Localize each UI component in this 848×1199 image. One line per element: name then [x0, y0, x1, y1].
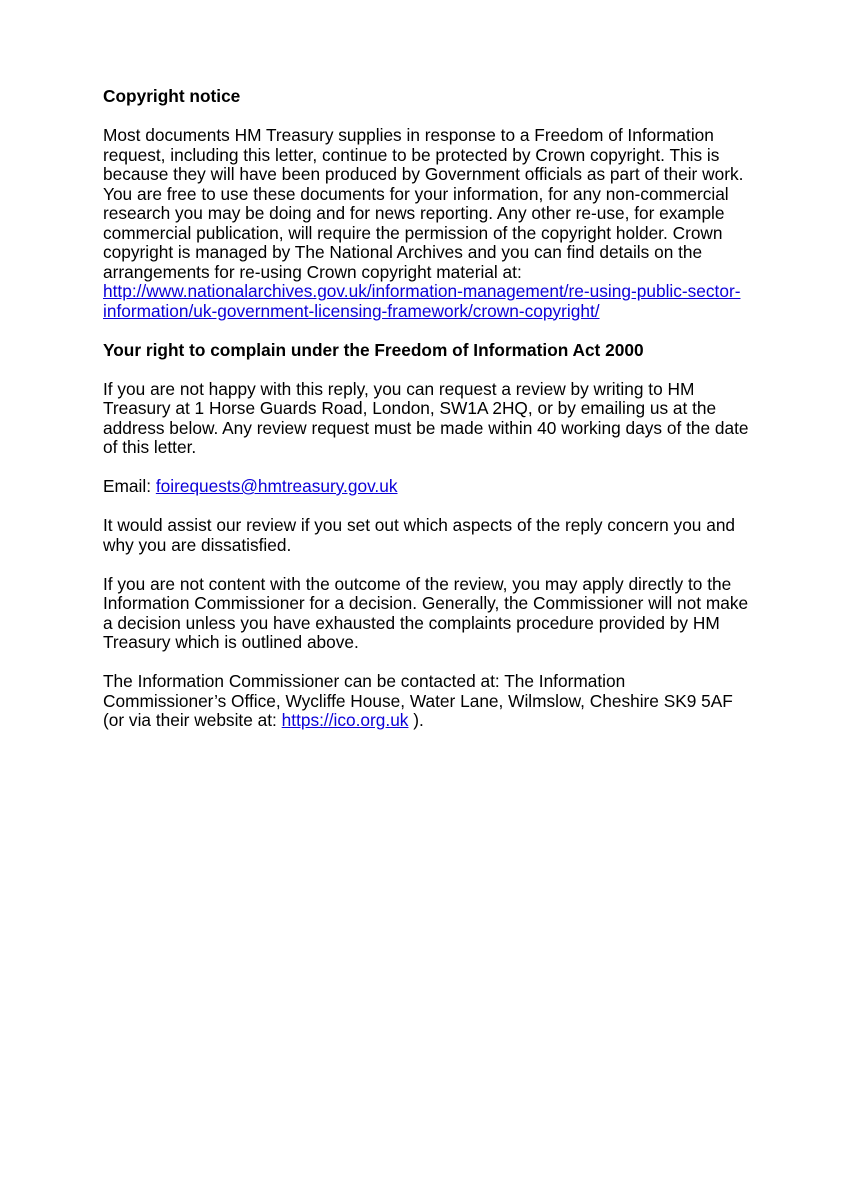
copyright-line: You are free to use these documents for your information, for any non-commercial: [103, 183, 729, 204]
ico-website-link[interactable]: https://ico.org.uk: [281, 710, 409, 730]
copyright-line: request, including this letter, continue to be protected by Crown copyright. This is: [103, 144, 720, 165]
commissioner-paragraph: [103, 575, 753, 653]
website-line: [103, 711, 753, 731]
assist-line: why you are dissatisfied.: [103, 534, 292, 555]
copyright-line: Most documents HM Treasury supplies in response to a Freedom of Information: [103, 125, 714, 145]
contact-line: The Information Commissioner can be contacted at: The Information: [103, 671, 626, 691]
crown-copyright-link-line-1[interactable]: http://www.nationalarchives.gov.uk/information-management/re-using-public-sector-: [103, 281, 741, 301]
review-line: Treasury at 1 Horse Guards Road, London, SW1A 2HQ, or by emailing us at the: [103, 398, 717, 418]
assist-paragraph: [103, 516, 753, 555]
review-line: of this letter.: [103, 437, 197, 457]
assist-line: It would assist our review if you set out which aspects of the reply concern you and: [103, 515, 736, 535]
review-line: address below. Any review request must be made within 40 working days of the date: [103, 417, 749, 438]
copyright-line: arrangements for re-using Crown copyright material at:: [103, 261, 522, 282]
letter-content: [103, 87, 753, 731]
commissioner-line: a decision unless you have exhausted the complaints procedure provided by HM: [103, 612, 720, 633]
complain-heading: Your right to complain under the Freedom of Information Act 2000: [103, 339, 644, 360]
copyright-line: commercial publication, will require the permission of the copyright holder. Crown: [103, 222, 723, 243]
website-prefix: (or via their website at:: [103, 710, 277, 730]
commissioner-line: Information Commissioner for a decision. Generally, the Commissioner will not make: [103, 593, 749, 613]
commissioner-line: Treasury which is outlined above.: [103, 632, 359, 652]
copyright-line: copyright is managed by The National Archives and you can find details on the: [103, 242, 703, 262]
copyright-line: research you may be doing and for news reporting. Any other re-use, for example: [103, 203, 725, 223]
email-paragraph: [103, 477, 753, 497]
email-link[interactable]: foirequests@hmtreasury.gov.uk: [155, 476, 398, 496]
copyright-line: because they will have been produced by Government officials as part of their work.: [103, 164, 744, 184]
copyright-heading: Copyright notice: [103, 86, 241, 106]
commissioner-line: If you are not content with the outcome of the review, you may apply directly to the: [103, 573, 732, 594]
review-line: If you are not happy with this reply, you can request a review by writing to HM: [103, 378, 695, 399]
crown-copyright-link-line-2[interactable]: information/uk-government-licensing-framework/crown-copyright/: [103, 300, 600, 321]
contact-paragraph: [103, 672, 753, 731]
email-label: Email:: [103, 476, 152, 496]
contact-line: Commissioner’s Office, Wycliffe House, Water Lane, Wilmslow, Cheshire SK9 5AF: [103, 690, 733, 711]
review-paragraph: [103, 380, 753, 458]
website-suffix: ).: [413, 710, 424, 730]
copyright-paragraph: [103, 126, 753, 321]
